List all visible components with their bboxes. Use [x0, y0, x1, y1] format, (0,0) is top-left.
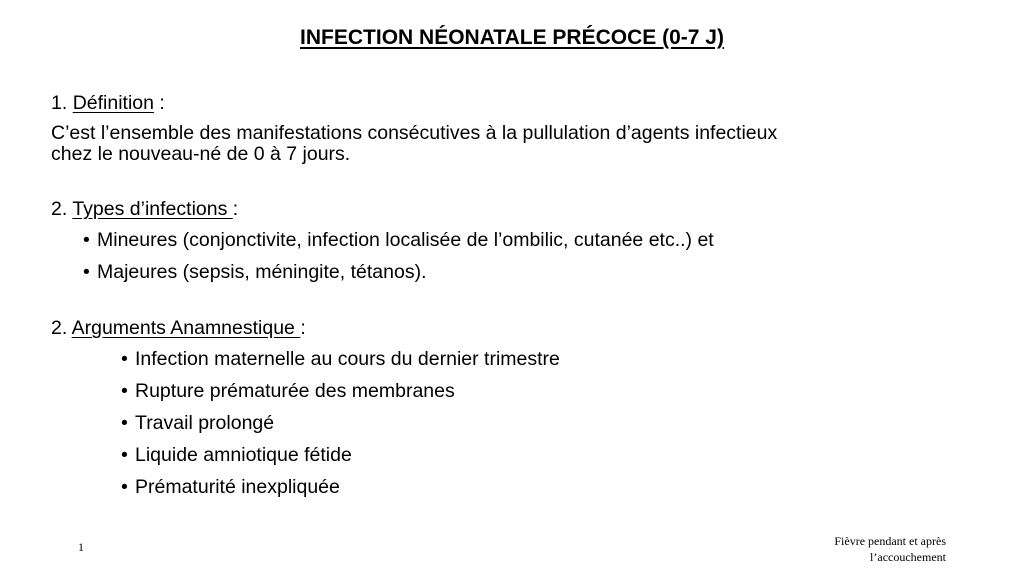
section-number: 2. — [51, 317, 68, 339]
definition-paragraph — [51, 123, 981, 165]
footer-note-line: l’accouchement — [870, 550, 946, 564]
list-item — [121, 348, 981, 371]
list-item — [121, 380, 981, 403]
section-number: 2. — [51, 198, 68, 220]
section-suffix: : — [153, 92, 165, 114]
list-item — [83, 261, 981, 284]
section-suffix: : — [232, 198, 239, 220]
list-item — [121, 476, 981, 499]
section-number: 1. — [51, 92, 68, 114]
bullet-icon: • — [83, 261, 90, 283]
footer-note-line: Fièvre pendant et après — [834, 534, 946, 548]
bullet-icon: • — [121, 476, 128, 498]
arguments-list — [51, 348, 981, 499]
list-item-text: Travail prolongé — [135, 412, 275, 434]
section-label: Arguments Anamnestique — [71, 317, 301, 339]
section-label: Types d’infections — [72, 198, 233, 220]
definition-line: C’est l’ensemble des manifestations consécutives à la pullulation d’agents infectieux — [51, 122, 778, 144]
list-item-text: Liquide amniotique fétide — [135, 444, 352, 466]
slide-title: INFECTION NÉONATALE PRÉCOCE (0-7 J) — [300, 26, 724, 49]
section-suffix: : — [300, 317, 306, 339]
list-item — [121, 444, 981, 467]
list-item — [121, 412, 981, 435]
types-list — [51, 229, 981, 284]
section-label: Définition — [72, 92, 154, 114]
section-arguments-heading — [51, 317, 981, 340]
bullet-icon: • — [83, 229, 90, 251]
footer-note — [834, 533, 946, 565]
list-item-text: Infection maternelle au cours du dernier trimestre — [135, 348, 560, 370]
section-types-heading — [51, 198, 981, 221]
slide-content — [51, 92, 981, 508]
definition-line: chez le nouveau-né de 0 à 7 jours. — [51, 143, 351, 165]
page-number: 1 — [78, 540, 84, 554]
list-item-text: Mineures (conjonctivite, infection localisée de l’ombilic, cutanée etc..) et — [97, 229, 714, 251]
bullet-icon: • — [121, 412, 128, 434]
bullet-icon: • — [121, 444, 128, 466]
section-definition-heading — [51, 92, 981, 115]
bullet-icon: • — [121, 348, 128, 370]
list-item — [83, 229, 981, 252]
list-item-text: Rupture prématurée des membranes — [135, 380, 455, 402]
list-item-text: Majeures (sepsis, méningite, tétanos). — [97, 261, 427, 283]
list-item-text: Prématurité inexpliquée — [135, 476, 340, 498]
bullet-icon: • — [121, 380, 128, 402]
